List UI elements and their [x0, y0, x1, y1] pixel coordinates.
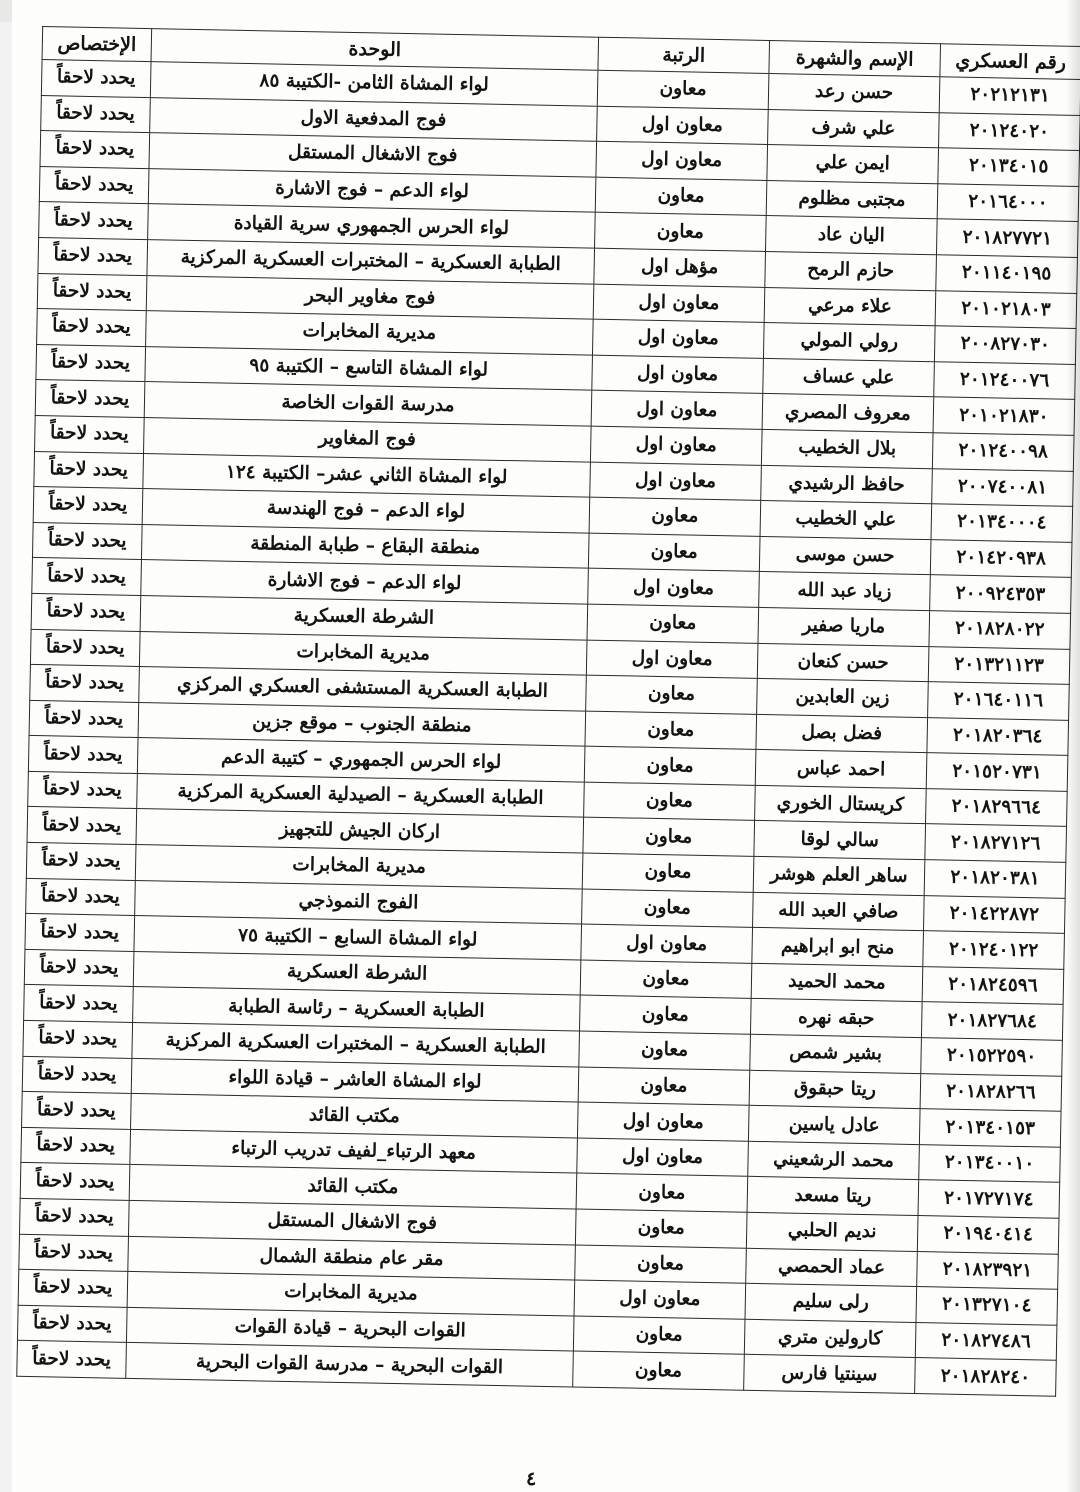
name-cell: رلى سليم: [745, 1283, 917, 1322]
unit-cell: مكتب القائد: [131, 1094, 579, 1138]
rank-cell: معاون اول: [590, 426, 762, 465]
military-number-cell: ٢٠١٣٤٠١٥: [938, 148, 1080, 186]
name-cell: ريتا مسعد: [747, 1177, 919, 1216]
rank-cell: معاون اول: [596, 141, 768, 180]
page-number: ٤: [526, 1468, 537, 1490]
rank-cell: معاون اول: [591, 390, 763, 429]
rank-cell: معاون: [597, 70, 769, 109]
name-cell: نديم الحلبي: [746, 1212, 918, 1251]
name-cell: زياد عبد الله: [759, 572, 931, 611]
name-cell: ريتا حبقوق: [749, 1070, 921, 1109]
military-number-cell: ٢٠١٥٢٠٧٣١: [926, 753, 1068, 791]
specialty-cell: يحدد لاحقاً: [25, 914, 135, 952]
military-number-cell: ٢٠١٨٢٨٠٢٢: [929, 611, 1071, 649]
military-number-cell: ٢٠١٥٢٢٥٩٠: [921, 1038, 1063, 1076]
unit-cell: لواء الدعم – فوج الهندسة: [142, 489, 590, 533]
name-cell: رولي المولي: [763, 323, 935, 362]
rank-cell: معاون: [595, 177, 767, 216]
military-number-cell: ٢٠١٣٤٠١٥٣: [919, 1109, 1061, 1147]
unit-cell: الطبابة العسكرية – المختبرات العسكرية المركزية: [147, 240, 595, 284]
rank-cell: معاون: [582, 889, 754, 928]
name-cell: ايمن علي: [767, 145, 939, 184]
rank-cell: معاون اول: [593, 284, 765, 323]
rank-cell: معاون: [586, 675, 758, 714]
unit-cell: معهد الرتباء_لفيف تدريب الرتباء: [130, 1129, 578, 1173]
name-cell: سينتيا فارس: [744, 1355, 916, 1394]
rank-cell: معاون: [579, 1031, 751, 1070]
military-number-cell: ٢٠١٨٢٧١٢٦: [925, 824, 1067, 862]
unit-cell: لواء الدعم – فوج الاشارة: [141, 560, 589, 604]
specialty-cell: يحدد لاحقاً: [30, 629, 140, 667]
rank-cell: مؤهل اول: [594, 248, 766, 287]
name-cell: صافي العبد الله: [753, 892, 925, 931]
specialty-cell: يحدد لاحقاً: [29, 700, 139, 738]
military-number-cell: ٢٠١٨٢٠٣٨١: [924, 860, 1066, 898]
specialty-cell: يحدد لاحقاً: [41, 60, 151, 98]
specialty-cell: يحدد لاحقاً: [30, 665, 140, 703]
unit-cell: الطبابة العسكرية – رئاسة الطبابة: [133, 987, 581, 1031]
header-unit: الوحدة: [151, 29, 599, 71]
header-rank: الرتبة: [598, 37, 770, 73]
specialty-cell: يحدد لاحقاً: [31, 593, 141, 631]
header-specialty: الإختصاص: [42, 27, 152, 62]
rank-cell: معاون اول: [581, 924, 753, 963]
document-page: [12, 0, 1080, 1492]
unit-cell: فوج المدفعية الاول: [150, 97, 598, 141]
unit-cell: اركان الجيش للتجهيز: [136, 809, 584, 853]
specialty-cell: يحدد لاحقاً: [23, 1020, 133, 1058]
military-number-cell: ٢٠١٤٢٠٩٣٨: [930, 539, 1072, 577]
military-number-cell: ٢٠١٦٤٠٠٠: [937, 184, 1079, 222]
military-number-cell: ٢٠١٣٢٧١٠٤: [916, 1287, 1058, 1325]
specialty-cell: يحدد لاحقاً: [32, 558, 142, 596]
name-cell: حسن موسى: [759, 536, 931, 575]
personnel-table: [16, 26, 1080, 1397]
unit-cell: فوج الاشغال المستقل: [128, 1200, 576, 1244]
unit-cell: الطبابة العسكرية – المختبرات العسكرية المركزية: [132, 1022, 580, 1066]
unit-cell: لواء الحرس الجمهوري سرية القيادة: [148, 204, 596, 248]
military-number-cell: ٢٠١٩٤٠٤١٤: [917, 1216, 1059, 1254]
name-cell: محمد الحميد: [751, 963, 923, 1002]
military-number-cell: ٢٠١٢٤٠٠٧٦: [934, 361, 1076, 399]
unit-cell: مقر عام منطقة الشمال: [128, 1236, 576, 1280]
military-number-cell: ٢٠٢١٢١٣١: [939, 77, 1080, 115]
specialty-cell: يحدد لاحقاً: [17, 1341, 127, 1379]
specialty-cell: يحدد لاحقاً: [21, 1127, 131, 1165]
unit-cell: مديرية المخابرات: [135, 845, 583, 889]
rank-cell: معاون اول: [577, 1102, 749, 1141]
rank-cell: معاون اول: [590, 462, 762, 501]
specialty-cell: يحدد لاحقاً: [39, 166, 149, 204]
unit-cell: الشرطة العسكرية: [133, 951, 581, 995]
specialty-cell: يحدد لاحقاً: [24, 985, 134, 1023]
specialty-cell: يحدد لاحقاً: [26, 878, 136, 916]
name-cell: علي عساف: [763, 358, 935, 397]
military-number-cell: ٢٠١٣٤٠٠١٠: [919, 1144, 1061, 1182]
specialty-cell: يحدد لاحقاً: [19, 1234, 129, 1272]
table-body: [17, 60, 1080, 1397]
military-number-cell: ٢٠١٤٢٢٨٧٢: [923, 895, 1065, 933]
unit-cell: فوج المغاوير: [144, 418, 592, 462]
unit-cell: لواء الدعم – فوج الاشارة: [148, 168, 596, 212]
rank-cell: معاون: [580, 960, 752, 999]
specialty-cell: يحدد لاحقاً: [35, 380, 145, 418]
name-cell: ماريا صفير: [758, 607, 930, 646]
rank-cell: معاون: [585, 711, 757, 750]
specialty-cell: يحدد لاحقاً: [18, 1270, 128, 1308]
military-number-cell: ٢٠١٣٤٠٠٠٤: [931, 504, 1073, 542]
unit-cell: مديرية المخابرات: [139, 631, 587, 675]
military-number-cell: ٢٠٠٧٤٠٠٨١: [932, 468, 1074, 506]
name-cell: اليان عاد: [765, 216, 937, 255]
unit-cell: فوج مغاوير البحر: [146, 275, 594, 319]
rank-cell: معاون: [587, 604, 759, 643]
military-number-cell: ٢٠١٢٤٠١٢٢: [923, 931, 1065, 969]
name-cell: علي الخطيب: [760, 501, 932, 540]
name-cell: حافظ الرشيدي: [761, 465, 933, 504]
rank-cell: معاون اول: [574, 1280, 746, 1319]
name-cell: فضل بصل: [756, 714, 928, 753]
name-cell: حسن رعد: [768, 73, 940, 112]
name-cell: معروف المصري: [762, 394, 934, 433]
name-cell: سالي لوقا: [754, 821, 926, 860]
military-number-cell: ٢٠١٠٢١٨٣٠: [933, 397, 1075, 435]
unit-cell: لواء المشاة الثاني عشر– الكتيبة ١٢٤: [143, 453, 591, 497]
specialty-cell: يحدد لاحقاً: [20, 1163, 130, 1201]
specialty-cell: يحدد لاحقاً: [19, 1198, 129, 1236]
rank-cell: معاون: [584, 782, 756, 821]
rank-cell: معاون: [578, 1067, 750, 1106]
rank-cell: معاون: [582, 853, 754, 892]
rank-cell: معاون اول: [577, 1138, 749, 1177]
name-cell: منح ابو ابراهيم: [752, 928, 924, 967]
unit-cell: الطبابة العسكرية – الصيدلية العسكرية المركزية: [137, 773, 585, 817]
specialty-cell: يحدد لاحقاً: [41, 95, 151, 133]
military-number-cell: ٢٠١٠٢١٨٠٣: [935, 290, 1077, 328]
specialty-cell: يحدد لاحقاً: [38, 237, 148, 275]
name-cell: حبقه نهره: [750, 999, 922, 1038]
military-number-cell: ٢٠١٣٢١١٢٣: [928, 646, 1070, 684]
unit-cell: فوج الاشغال المستقل: [149, 133, 597, 177]
unit-cell: مديرية المخابرات: [127, 1272, 575, 1316]
name-cell: بشير شمص: [750, 1034, 922, 1073]
military-number-cell: ٢٠١٧٢٧١٧٤: [918, 1180, 1060, 1218]
military-number-cell: ٢٠٠٨٢٧٠٣٠: [934, 326, 1076, 364]
name-cell: زين العابدين: [757, 678, 929, 717]
military-number-cell: ٢٠١٢٤٠٠٩٨: [932, 433, 1074, 471]
military-number-cell: ٢٠١٨٢٧٧٢١: [936, 219, 1078, 257]
page-edge-shadow: [1066, 0, 1080, 1492]
rank-cell: معاون: [573, 1316, 745, 1355]
name-cell: عادل ياسين: [748, 1106, 920, 1145]
name-cell: احمد عباس: [755, 750, 927, 789]
military-number-cell: ٢٠٠٩٢٤٣٥٣: [930, 575, 1072, 613]
specialty-cell: يحدد لاحقاً: [28, 771, 138, 809]
name-cell: محمد الرشعيني: [748, 1141, 920, 1180]
unit-cell: القوات البحرية – مدرسة القوات البحرية: [126, 1343, 574, 1387]
unit-cell: الطبابة العسكرية المستشفى العسكري المركزي: [139, 667, 587, 711]
specialty-cell: يحدد لاحقاً: [32, 522, 142, 560]
name-cell: كريستال الخوري: [755, 785, 927, 824]
unit-cell: لواء المشاة السابع – الكتيبة ٧٥: [134, 916, 582, 960]
unit-cell: لواء المشاة العاشر – قيادة اللواء: [131, 1058, 579, 1102]
unit-cell: مديرية المخابرات: [146, 311, 594, 355]
unit-cell: لواء المشاة التاسع – الكتيبة ٩٥: [145, 346, 593, 390]
specialty-cell: يحدد لاحقاً: [36, 344, 146, 382]
rank-cell: معاون اول: [592, 355, 764, 394]
unit-cell: لواء الحرس الجمهوري – كتيبة الدعم: [137, 738, 585, 782]
military-number-cell: ٢٠١١٤٠١٩٥: [936, 255, 1078, 293]
specialty-cell: يحدد لاحقاً: [28, 736, 138, 774]
military-number-cell: ٢٠١٨٢٠٣٦٤: [927, 717, 1069, 755]
specialty-cell: يحدد لاحقاً: [37, 273, 147, 311]
specialty-cell: يحدد لاحقاً: [40, 131, 150, 169]
unit-cell: مكتب القائد: [129, 1165, 577, 1209]
specialty-cell: يحدد لاحقاً: [37, 309, 147, 347]
rank-cell: معاون: [589, 497, 761, 536]
military-number-cell: ٢٠١٨٢٧٦٨٤: [921, 1002, 1063, 1040]
rank-cell: معاون: [584, 746, 756, 785]
military-number-cell: ٢٠١٨٢٤٥٩٦: [922, 966, 1064, 1004]
name-cell: علي شرف: [768, 109, 940, 148]
name-cell: مجتبى مظلوم: [766, 180, 938, 219]
rank-cell: معاون: [579, 995, 751, 1034]
specialty-cell: يحدد لاحقاً: [33, 487, 143, 525]
specialty-cell: يحدد لاحقاً: [17, 1305, 127, 1343]
specialty-cell: يحدد لاحقاً: [27, 807, 137, 845]
specialty-cell: يحدد لاحقاً: [35, 415, 145, 453]
rank-cell: معاون اول: [592, 319, 764, 358]
military-number-cell: ٢٠١٦٤٠١١٦: [928, 682, 1070, 720]
rank-cell: معاون: [583, 818, 755, 857]
rank-cell: معاون اول: [588, 568, 760, 607]
name-cell: حازم الرمح: [765, 251, 937, 290]
military-number-cell: ٢٠١٨٢٩٦٦٤: [926, 789, 1068, 827]
unit-cell: الفوج النموذجي: [135, 880, 583, 924]
military-number-cell: ٢٠١٨٢٨٢٤٠: [915, 1358, 1057, 1396]
name-cell: بلال الخطيب: [761, 429, 933, 468]
rank-cell: معاون: [575, 1209, 747, 1248]
specialty-cell: يحدد لاحقاً: [22, 1092, 132, 1130]
specialty-cell: يحدد لاحقاً: [26, 842, 136, 880]
header-name: الإسم والشهرة: [769, 41, 941, 77]
name-cell: حسن كنعان: [757, 643, 929, 682]
name-cell: كارولين متري: [744, 1319, 916, 1358]
rank-cell: معاون: [576, 1173, 748, 1212]
unit-cell: مدرسة القوات الخاصة: [144, 382, 592, 426]
unit-cell: الشرطة العسكرية: [140, 595, 588, 639]
rank-cell: معاون اول: [586, 640, 758, 679]
rank-cell: معاون: [588, 533, 760, 572]
military-number-cell: ٢٠١٨٢٨٢٦٦: [920, 1073, 1062, 1111]
specialty-cell: يحدد لاحقاً: [24, 949, 134, 987]
military-number-cell: ٢٠١٢٤٠٢٠: [939, 112, 1080, 150]
specialty-cell: يحدد لاحقاً: [39, 202, 149, 240]
unit-cell: لواء المشاة الثامن -الكتيبة ٨٥: [150, 62, 598, 106]
unit-cell: منطقة البقاع – طبابة المنطقة: [141, 524, 589, 568]
military-number-cell: ٢٠١٨٢٧٤٨٦: [915, 1322, 1057, 1360]
rank-cell: معاون: [575, 1245, 747, 1284]
header-military-number: رقم العسكري: [940, 44, 1080, 80]
rank-cell: معاون: [573, 1351, 745, 1390]
name-cell: ساهر العلم هوشر: [753, 856, 925, 895]
unit-cell: القوات البحرية – قيادة القوات: [126, 1307, 574, 1351]
name-cell: علاء مرعي: [764, 287, 936, 326]
rank-cell: معاون: [595, 213, 767, 252]
military-number-cell: ٢٠١٨٢٣٩٢١: [917, 1251, 1059, 1289]
specialty-cell: يحدد لاحقاً: [34, 451, 144, 489]
specialty-cell: يحدد لاحقاً: [22, 1056, 132, 1094]
name-cell: عماد الحمصي: [746, 1248, 918, 1287]
unit-cell: منطقة الجنوب – موقع جزين: [138, 702, 586, 746]
rank-cell: معاون اول: [597, 106, 769, 145]
